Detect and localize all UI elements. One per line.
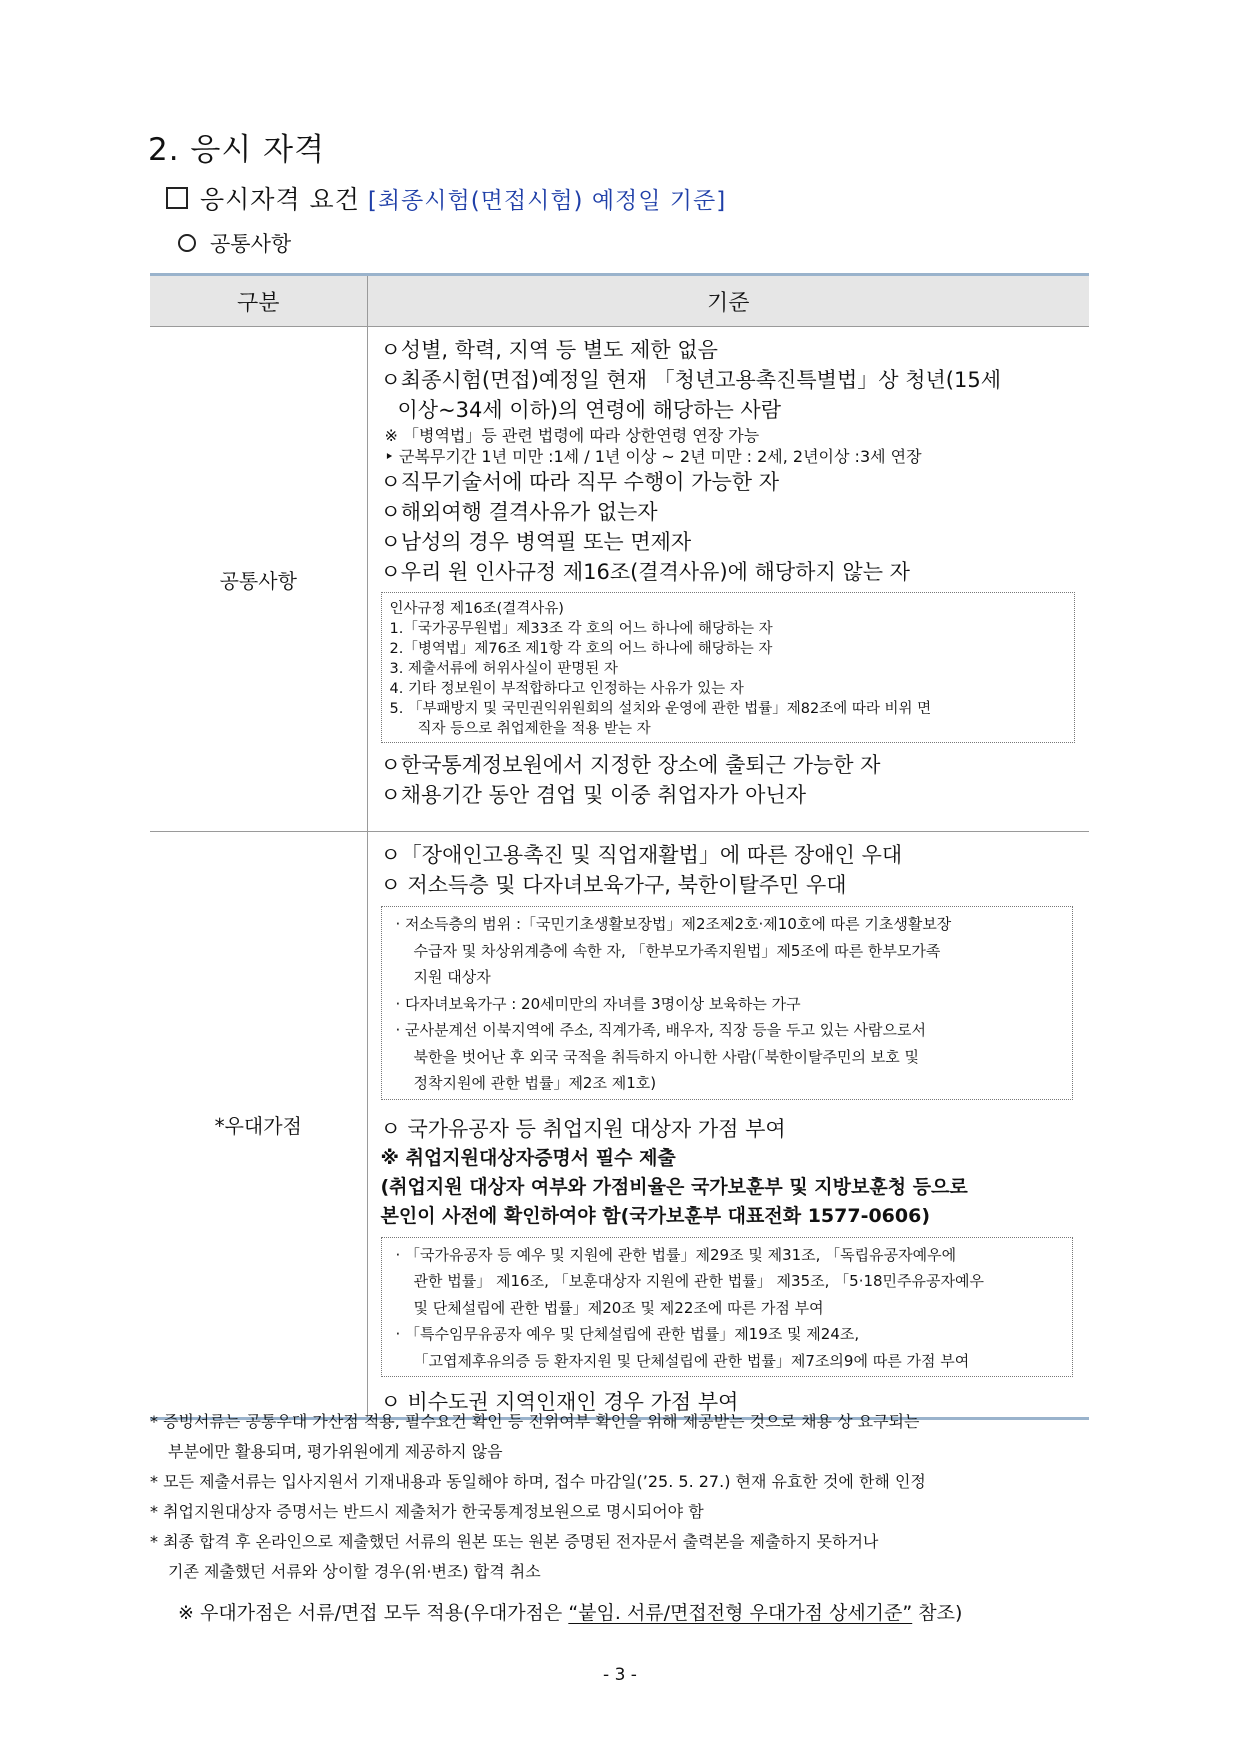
box-line: 직자 등으로 취업제한을 적용 받는 자 [417,721,651,737]
note-line: 기존 제출했던 서류와 상이할 경우(위·변조) 합격 취소 [168,1562,541,1581]
criteria-line: 이상~34세 이하)의 연령에 해당하는 사람 [397,398,782,422]
note-line: * 모든 제출서류는 입사지원서 기재내용과 동일해야 하며, 접수 마감일(’25. 5. 27.) 현재 유효한 것에 한해 인정 [150,1472,926,1491]
table-header-row [150,275,1089,327]
bold-note: ※ 취업지원대상자증명서 필수 제출 [380,1146,676,1169]
box-line: 5. 「부패방지 및 국민권익위원회의 설치와 운영에 관한 법률」제82조에 따라 비위 면 [389,701,932,717]
box-line: · 「국가유공자 등 예우 및 지원에 관한 법률」제29조 및 제31조, 「독립유공자예우에 [395,1245,957,1264]
header-category: 구분 [150,275,367,327]
criteria-line: ㅇ직무기술서에 따라 직무 수행이 가능한 자 [380,470,780,494]
criteria-line: ㅇ 비수도권 지역인재인 경우 가점 부여 [380,1390,739,1414]
page-number: - 3 - [603,1665,637,1685]
notes-list [150,1407,1095,1587]
preference-criteria-cell [367,832,1089,1419]
final-note-suffix: 참조) [912,1602,963,1624]
final-note-reference: “붙임. 서류/면접전형 우대가점 상세기준” [568,1602,913,1624]
final-note-prefix: ※ 우대가점은 서류/면접 모두 적용(우대가점은 [178,1602,569,1624]
note-item [150,1467,1095,1497]
table-row-common [150,327,1089,832]
row-label-preference: *우대가점 [150,832,367,1419]
box-line: 정착지원에 관한 법률」제2조 제1호) [413,1074,657,1092]
square-bullet-icon [166,187,188,209]
box-line: · 저소득층의 범위 :「국민기초생활보장법」제2조제2호·제10호에 따른 기초생활보장 [395,915,952,933]
note-line: 부분에만 활용되며, 평가위원에게 제공하지 않음 [168,1442,503,1461]
criteria-note: ※ 「병역법」등 관련 법령에 따라 상한연령 연장 가능 [384,426,760,445]
bold-note: 본인이 사전에 확인하여야 함(국가보훈부 대표전화 1577-0606) [380,1204,931,1227]
circle-bullet-icon [178,234,196,252]
criteria-line: ㅇ우리 원 인사규정 제16조(결격사유)에 해당하지 않는 자 [380,560,910,584]
box-line: · 군사분계선 이북지역에 주소, 직계가족, 배우자, 직장 등을 두고 있는 사람으로서 [395,1021,926,1039]
box-line: 1.「국가공무원법」제33조 각 호의 어느 하나에 해당하는 자 [389,621,773,637]
box-line: 수급자 및 차상위계층에 속한 자, 「한부모가족지원법」제5조에 따른 한부모가족 [413,941,941,960]
criteria-line: ㅇ최종시험(면접)예정일 현재 「청년고용촉진특별법」상 청년(15세 [380,368,1001,392]
criteria-line: ㅇ 저소득층 및 다자녀보육가구, 북한이탈주민 우대 [380,873,847,897]
table-row-preference [150,832,1089,1419]
box-line: · 다자녀보육가구 : 20세미만의 자녀를 3명이상 보육하는 가구 [395,994,801,1013]
note-line: * 최종 합격 후 온라인으로 제출했던 서류의 원본 또는 원본 증명된 전자문서 출력본을 제출하지 못하거나 [150,1532,879,1551]
criteria-line: ㅇ「장애인고용촉진 및 직업재활법」에 따른 장애인 우대 [380,843,903,867]
requirement-heading [166,180,726,216]
criteria-line: ㅇ채용기간 동안 겸업 및 이중 취업자가 아닌자 [380,783,806,807]
note-line: * 취업지원대상자 증명서는 반드시 제출처가 한국통계정보원으로 명시되어야 함 [150,1502,704,1521]
criteria-line: ㅇ해외여행 결격사유가 없는자 [380,500,658,524]
criteria-line: ㅇ남성의 경우 병역필 또는 면제자 [380,530,692,554]
common-criteria-cell [367,327,1089,832]
note-item [150,1407,1095,1467]
row-label-common: 공통사항 [150,327,367,832]
box-line: 2.「병역법」제76조 제1항 각 호의 어느 하나에 해당하는 자 [389,641,773,657]
box-line: 인사규정 제16조(결격사유) [389,601,564,617]
criteria-line: ㅇ 국가유공자 등 취업지원 대상자 가점 부여 [380,1116,786,1141]
criteria-note: ‣ 군복무기간 1년 미만 :1세 / 1년 이상 ~ 2년 미만 : 2세, 2년이상 :3세 연장 [384,447,922,466]
note-line: * 증빙서류는 공통우대 가산점 적용, 필수요건 확인 등 진위여부 확인을 위해 제공받는 것으로 채용 상 요구되는 [150,1412,920,1431]
criteria-line: ㅇ성별, 학력, 지역 등 별도 제한 없음 [380,338,718,362]
header-criteria: 기준 [367,275,1089,327]
box-line: 관한 법률」 제16조, 「보훈대상자 지원에 관한 법률」 제35조, 「5·18민주유공자예우 [413,1272,984,1290]
box-line: 북한을 벗어난 후 외국 국적을 취득하지 아니한 사람(「북한이탈주민의 보호 및 [413,1047,919,1066]
common-heading-label: 공통사항 [210,232,292,256]
requirement-heading-label: 응시자격 요건 [200,185,360,214]
low-income-box [381,906,1074,1100]
disqualification-box [381,592,1076,743]
common-heading [178,228,291,258]
box-line: 지원 대상자 [413,968,491,986]
box-line: 및 단체설립에 관한 법률」제20조 및 제22조에 따른 가점 부여 [413,1298,824,1317]
note-item [150,1497,1095,1527]
bold-note: (취업지원 대상자 여부와 가점비율은 국가보훈부 및 지방보훈청 등으로 [380,1175,968,1198]
requirements-table [150,273,1089,1420]
requirement-heading-note: [최종시험(면접시험) 예정일 기준] [367,188,727,214]
note-item [150,1527,1095,1587]
criteria-line: ㅇ한국통계정보원에서 지정한 장소에 출퇴근 가능한 자 [380,753,881,777]
box-line: · 「특수임무유공자 예우 및 단체설립에 관한 법률」제19조 및 제24조, [395,1325,860,1343]
final-note [178,1598,962,1625]
section-title: 2. 응시 자격 [148,132,326,168]
box-line: 3. 제출서류에 허위사실이 판명된 자 [389,661,618,677]
box-line: 4. 기타 정보원이 부적합하다고 인정하는 사유가 있는 자 [389,681,744,697]
box-line: 「고엽제후유의증 등 환자지원 및 단체설립에 관한 법률」제7조의9에 따른 가점 부여 [413,1351,970,1370]
merit-law-box [381,1237,1074,1378]
